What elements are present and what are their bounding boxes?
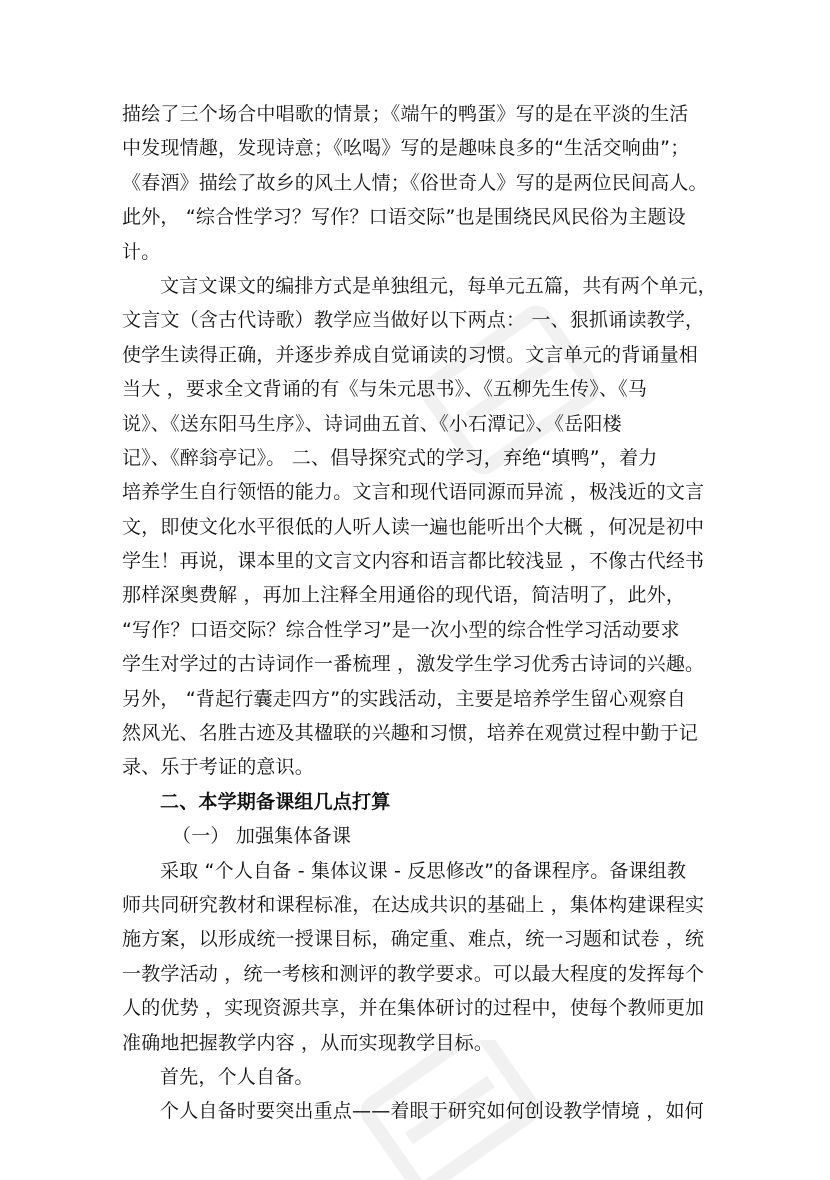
text-line: 此外， “综合性学习？写作？口语交际”也是围绕民风民俗为主题设 <box>122 206 686 229</box>
text-line: 一教学活动 ，统一考核和测评的教学要求。可以最大程度的发挥每个 <box>122 962 705 985</box>
section-heading: 二、本学期备课组几点打算 <box>160 790 391 813</box>
text-line: 记》、《醉翁亭记》。 二、倡导探究式的学习，弃绝“填鸭”，着力 <box>122 446 658 469</box>
text-line: 培养学生自行领悟的能力。文言和现代语同源而异流 ，极浅近的文言 <box>122 481 705 504</box>
subsection-heading: （一） 加强集体备课 <box>172 825 352 848</box>
text-line: 《春酒》描绘了故乡的风土人情；《俗世奇人》写的是两位民间高人。 <box>122 171 708 194</box>
text-line: 学生对学过的古诗词作一番梳理 ，激发学生学习优秀古诗词的兴趣。 <box>122 653 705 676</box>
text-line: 施方案，以形成统一授课目标，确定重、难点，统一习题和试卷 ，统 <box>122 928 705 951</box>
text-line: 采取 “个人自备 - 集体议课 - 反思修改”的备课程序。备课组教 <box>160 859 687 882</box>
text-line: 个人自备时要突出重点——着眼于研究如何创设教学情境 ，如何 <box>160 1100 704 1123</box>
text-line: 计。 <box>122 240 161 263</box>
text-line: 当大 ，要求全文背诵的有《与朱元思书》、《五柳先生传》、《马 <box>122 378 648 401</box>
text-line: 录、乐于考证的意识。 <box>122 756 315 779</box>
text-line: 然风光、名胜古迹及其楹联的兴趣和习惯，培养在观赏过程中勤于记 <box>122 722 699 745</box>
text-line: 描绘了三个场合中唱歌的情景；《端午的鸭蛋》写的是在平淡的生活 <box>122 103 689 125</box>
text-line: 准确地把握教学内容 ，从而实现教学目标。 <box>122 1031 494 1054</box>
text-line: 首先，个人自备。 <box>160 1065 314 1088</box>
text-line: 人的优势 ，实现资源共享，并在集体研讨的过程中，使每个教师更加 <box>122 997 705 1020</box>
text-line: 中发现情趣，发现诗意；《吆喝》写的是趣味良多的“生活交响曲”； <box>122 137 690 160</box>
text-line: 使学生读得正确，并逐步养成自觉诵读的习惯。文言单元的背诵量相 <box>122 343 699 366</box>
text-line: 那样深奥费解 ，再加上注释全用通俗的现代语，简洁明了，此外， <box>122 584 686 607</box>
text-line: 文言文课文的编排方式是单独组元，每单元五篇，共有两个单元， <box>160 274 717 297</box>
text-line: 说》、《送东阳马生序》、诗词曲五首、《小石潭记》、《岳阳楼 <box>122 412 622 435</box>
text-line: 另外， “背起行囊走四方”的实践活动，主要是培养学生留心观察自 <box>122 687 686 710</box>
text-line: “写作？口语交际？综合性学习”是一次小型的综合性学习活动要求 <box>122 618 680 641</box>
text-line: 文言文（含古代诗歌）教学应当做好以下两点： 一、狠抓诵读教学， <box>122 309 705 332</box>
text-line: 师共同研究教材和课程标准，在达成共识的基础上 ，集体构建课程实 <box>122 893 705 916</box>
text-line: 文，即使文化水平很低的人听人读一遍也能听出个大概 ，何况是初中 <box>122 515 705 538</box>
document-body <box>122 97 722 1129</box>
text-line: 学生！再说，课本里的文言文内容和语言都比较浅显 ，不像古代经书 <box>122 550 705 573</box>
